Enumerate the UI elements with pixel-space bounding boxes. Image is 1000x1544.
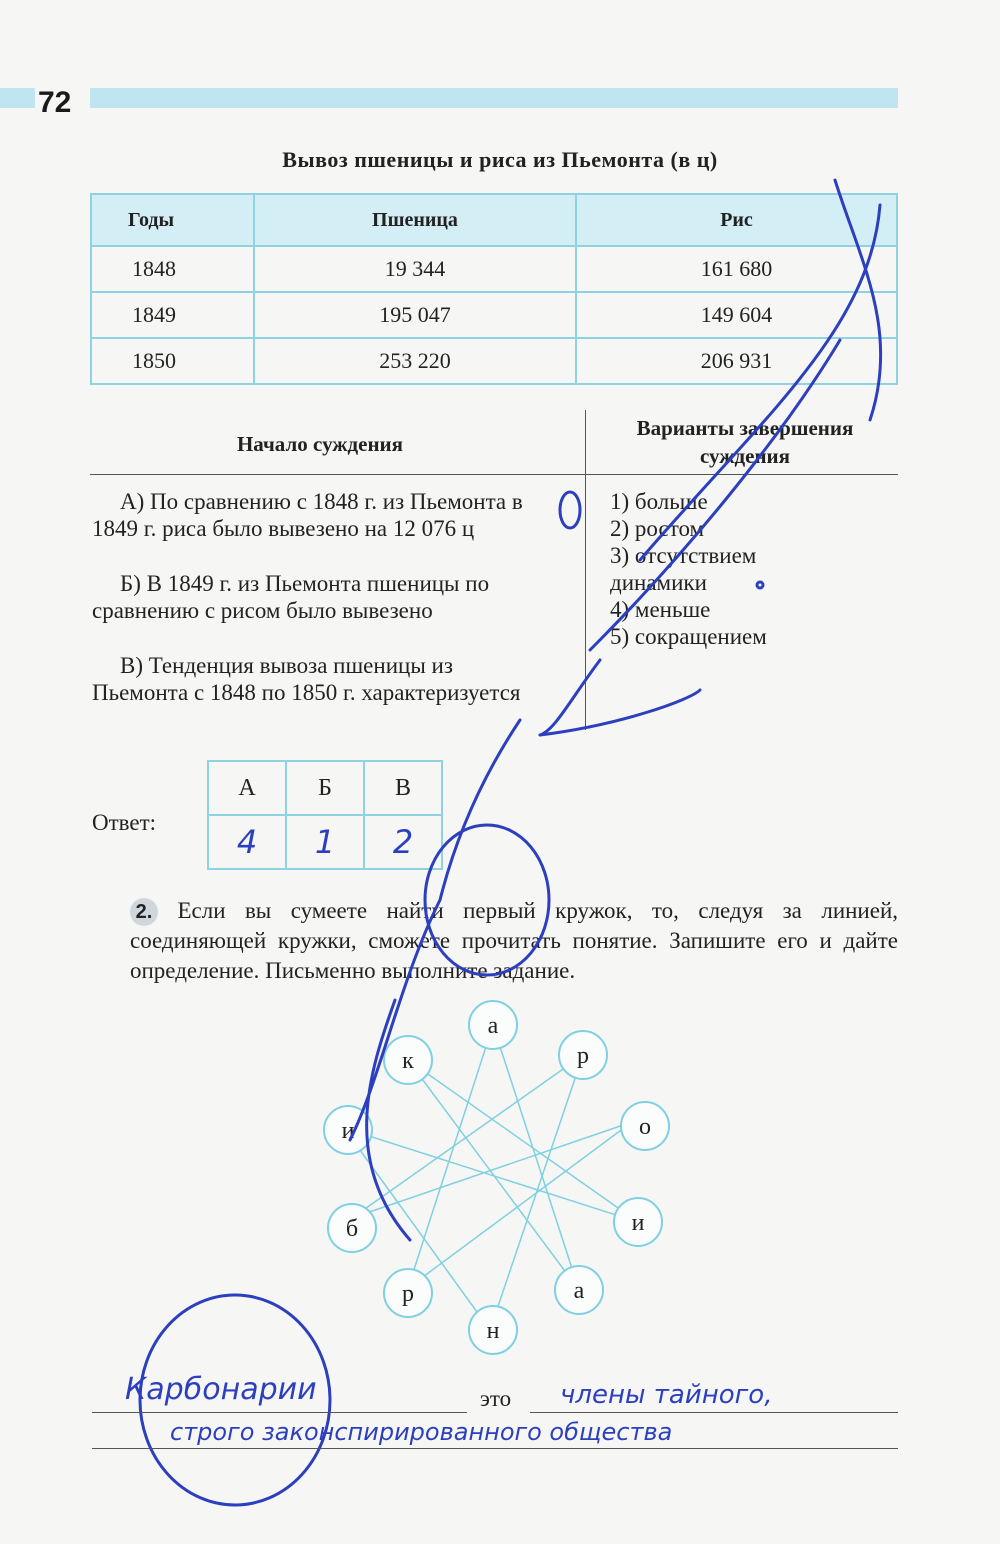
circle-letter: к (402, 1048, 414, 1074)
table-cell: 1849 (91, 292, 254, 338)
circle-letter: н (486, 1318, 500, 1344)
answer-value-row (208, 815, 442, 869)
option-item: 5) сокращением (610, 624, 767, 649)
answer-label: Ответ: (92, 810, 157, 835)
header-band-left (0, 88, 35, 108)
judgement-item-b: Б) В 1849 г. из Пьемонта пшеницы по сравнению с рисом было вывезено (92, 571, 490, 623)
answer-col-v: В (364, 761, 442, 815)
answer-header-row (208, 761, 442, 815)
judgement-head-left: Начало суждения (236, 432, 404, 456)
option-item: 1) больше (610, 489, 708, 514)
table-cell: 1850 (91, 338, 254, 384)
handwritten-term[interactable]: Карбонарии (125, 1372, 317, 1407)
task2-text: Если вы сумеете найти первый кружок, то, следуя за линией, соединяющей кружки, сможете прочитать понятие. Запишите его и дайте определение. Письменно выполните задание. (130, 898, 899, 983)
table-header-row (91, 194, 897, 246)
letter-circle[interactable] (469, 1001, 517, 1049)
page-number: 72 (38, 86, 72, 119)
table-cell: 253 220 (254, 338, 576, 384)
circle-letter: б (345, 1216, 359, 1242)
table-cell: 161 680 (576, 246, 897, 292)
letter-circle[interactable] (384, 1036, 432, 1084)
letter-circle[interactable] (328, 1204, 376, 1252)
judgement-options (610, 488, 840, 650)
letter-circle[interactable] (324, 1106, 372, 1154)
circle-letter: и (341, 1118, 355, 1144)
answer-col-b: Б (286, 761, 364, 815)
handwritten-definition-line2[interactable]: строго законспирированного общества (170, 1418, 673, 1446)
table-row (91, 246, 897, 292)
column-header-years: Годы (91, 194, 254, 246)
table-cell: 19 344 (254, 246, 576, 292)
circle-letter: а (487, 1013, 499, 1039)
task-number: 2. (130, 898, 158, 926)
letter-circle[interactable] (469, 1306, 517, 1354)
judgement-item-c: В) Тенденция вывоза пшеницы из Пьемонта с 1848 по 1850 г. характеризуется (92, 653, 521, 705)
circle-letter: о (639, 1114, 651, 1140)
table-row (91, 292, 897, 338)
task2-block (130, 896, 898, 986)
judgement-rule (90, 474, 898, 475)
judgement-item-a: А) По сравнению с 1848 г. из Пьемонта в 1849 г. риса было вывезено на 12 076 ц (92, 489, 523, 541)
answer-value-v[interactable]: 2 (364, 815, 442, 869)
answer-col-a: А (208, 761, 286, 815)
option-item: 4) меньше (610, 597, 711, 622)
letter-circle[interactable] (614, 1198, 662, 1246)
circle-letter: и (631, 1210, 645, 1236)
circle-letter: р (577, 1043, 589, 1069)
table-cell: 206 931 (576, 338, 897, 384)
column-header-wheat: Пшеница (254, 194, 576, 246)
footer-word: это (480, 1386, 512, 1411)
answer-value-a[interactable]: 4 (208, 815, 286, 869)
letter-star-diagram (300, 990, 680, 1360)
option-item: 2) ростом (610, 516, 705, 541)
table-cell: 149 604 (576, 292, 897, 338)
circle-letter: а (573, 1278, 585, 1304)
answer-line-2 (92, 1448, 898, 1449)
letter-circle[interactable] (621, 1102, 669, 1150)
table-cell: 195 047 (254, 292, 576, 338)
letter-circle[interactable] (555, 1266, 603, 1314)
letter-circle[interactable] (384, 1269, 432, 1317)
table-row (91, 338, 897, 384)
answer-line-term (92, 1412, 467, 1413)
answer-table (207, 760, 443, 870)
table-cell: 1848 (91, 246, 254, 292)
letter-circle[interactable] (559, 1031, 607, 1079)
circle-letter: р (402, 1281, 414, 1307)
table-title: Вывоз пшеницы и риса из Пьемонта (в ц) (282, 147, 718, 172)
judgement-head-right: Варианты завершения суждения (636, 416, 854, 468)
handwritten-definition-line1[interactable]: члены тайного, (560, 1380, 773, 1410)
export-table (90, 193, 898, 385)
option-item: 3) отсутствием динамики (610, 543, 757, 595)
judgement-divider (585, 410, 586, 730)
header-band (90, 88, 898, 108)
answer-value-b[interactable]: 1 (286, 815, 364, 869)
column-header-rice: Рис (576, 194, 897, 246)
answer-line-definition (530, 1412, 898, 1413)
